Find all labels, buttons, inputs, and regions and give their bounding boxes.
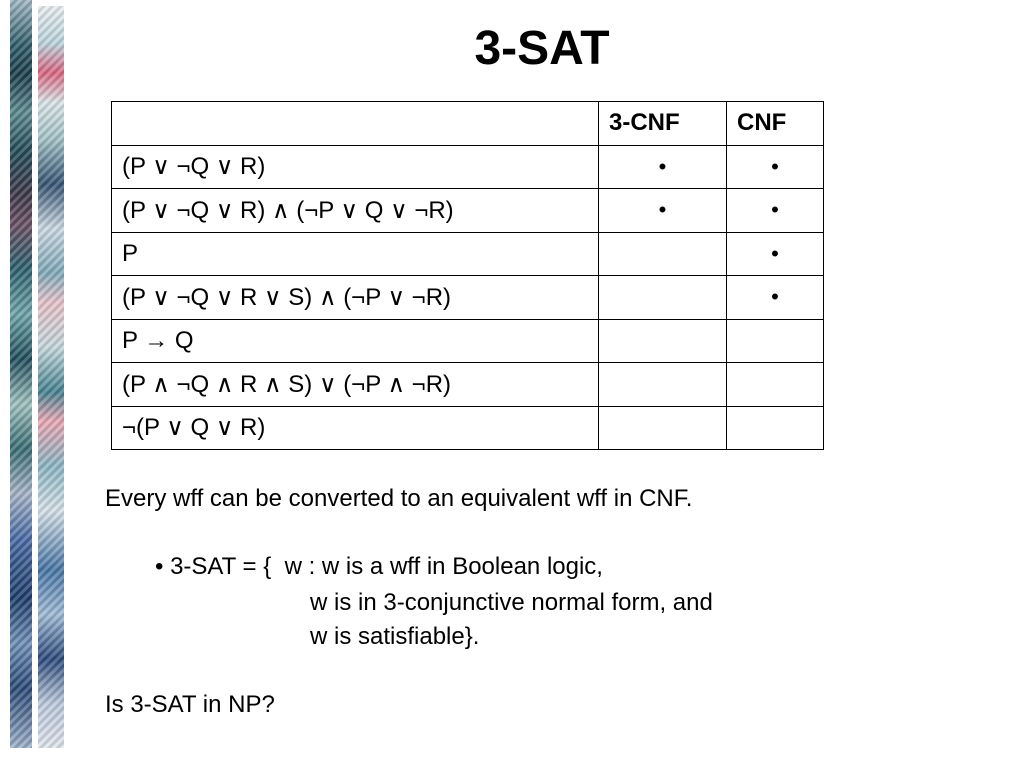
formula-cell: (P ∧ ¬Q ∧ R ∧ S) ∨ (¬P ∧ ¬R): [112, 363, 599, 407]
table-row: [112, 145, 824, 189]
header-cnf: CNF: [727, 102, 824, 146]
slide-title: 3-SAT: [474, 22, 610, 75]
header-formula-cell: [112, 102, 599, 146]
formula-cell: ¬(P ∨ Q ∨ R): [112, 406, 599, 450]
3cnf-mark: [599, 363, 727, 407]
formula-cell: P → Q: [112, 319, 599, 363]
cnf-comparison-table: [111, 101, 824, 450]
3cnf-mark: •: [599, 189, 727, 233]
table-header-row: [112, 102, 824, 146]
question-text: Is 3-SAT in NP?: [105, 691, 275, 718]
definition-line-1: [155, 550, 603, 584]
formula-cell: (P ∨ ¬Q ∨ R) ∧ (¬P ∨ Q ∨ ¬R): [112, 189, 599, 233]
definition-clause-1: w : w is a wff in Boolean logic,: [284, 553, 603, 580]
3cnf-mark: [599, 276, 727, 320]
definition-clause-2: w is in 3-conjunctive normal form, and: [310, 589, 713, 616]
table-row: [112, 319, 824, 363]
3cnf-mark: [599, 319, 727, 363]
3cnf-mark: [599, 406, 727, 450]
table-row: [112, 232, 824, 276]
header-3cnf: 3-CNF: [599, 102, 727, 146]
bullet-icon: •: [155, 553, 164, 580]
formula-cell: (P ∨ ¬Q ∨ R ∨ S) ∧ (¬P ∨ ¬R): [112, 276, 599, 320]
decorative-strip-left: [10, 0, 32, 748]
decorative-strip-right: [38, 6, 64, 748]
definition-prefix: 3-SAT = {: [170, 553, 272, 580]
cnf-mark: •: [727, 145, 824, 189]
table-row: [112, 406, 824, 450]
table-row: [112, 189, 824, 233]
formula-cell: P: [112, 232, 599, 276]
formula-cell: (P ∨ ¬Q ∨ R): [112, 145, 599, 189]
table-row: [112, 363, 824, 407]
3cnf-mark: •: [599, 145, 727, 189]
cnf-mark: [727, 319, 824, 363]
table-row: [112, 276, 824, 320]
cnf-mark: •: [727, 232, 824, 276]
cnf-mark: •: [727, 276, 824, 320]
cnf-mark: [727, 363, 824, 407]
cnf-mark: •: [727, 189, 824, 233]
definition-clause-3: w is satisfiable}.: [310, 623, 480, 650]
cnf-mark: [727, 406, 824, 450]
3cnf-mark: [599, 232, 727, 276]
cnf-conversion-statement: Every wff can be converted to an equivalent wff in CNF.: [105, 485, 693, 512]
